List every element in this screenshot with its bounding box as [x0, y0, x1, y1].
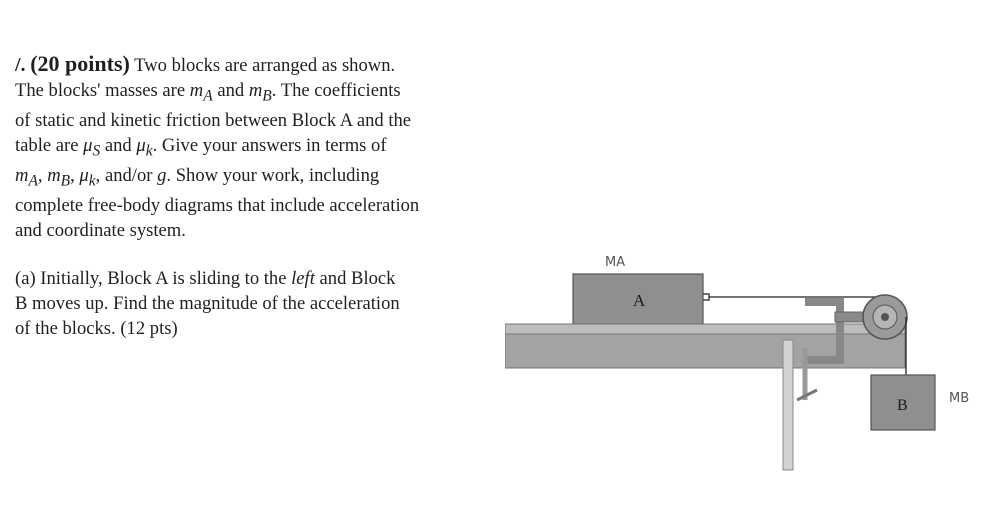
- subscript: k: [145, 142, 153, 160]
- problem-line-7: and coordinate system.: [15, 219, 186, 241]
- mass-symbol: m: [248, 79, 263, 101]
- part-a-line-1: [15, 267, 505, 292]
- problem-number: /.: [15, 54, 26, 76]
- part-a: [15, 267, 505, 341]
- table-top: [505, 324, 905, 334]
- text-seg: . Show your work, including: [166, 164, 380, 186]
- text-seg: table are: [15, 134, 84, 156]
- mass-symbol: m: [47, 164, 61, 186]
- problem-line-3: of static and kinetic friction between Block A and the: [15, 109, 412, 131]
- subscript: B: [60, 172, 71, 190]
- text-seg: and: [100, 134, 137, 156]
- text-seg: , and/or: [95, 164, 158, 186]
- problem-line-4: [15, 134, 505, 164]
- table-leg: [783, 340, 793, 470]
- problem-statement: [15, 52, 505, 341]
- mass-symbol: m: [189, 79, 204, 101]
- subscript: A: [28, 172, 38, 190]
- table-edge: [505, 334, 905, 368]
- points-label: (20 points): [30, 51, 130, 76]
- pulley-axle: [881, 313, 889, 321]
- mass-a-handwritten: MA: [605, 255, 626, 270]
- block-a-label: A: [633, 291, 646, 310]
- subscript: k: [88, 172, 96, 190]
- emphasis-left: left: [291, 268, 315, 290]
- text-seg: The blocks' masses are: [15, 79, 190, 101]
- block-a-hook: [703, 294, 709, 300]
- text-seg: ,: [70, 164, 80, 186]
- problem-line-6: complete free-body diagrams that include acceleration: [15, 195, 420, 217]
- problem-line-2: [15, 79, 505, 109]
- subscript: B: [262, 87, 272, 105]
- text-seg: . Give your answers in terms of: [152, 134, 387, 156]
- mu-symbol: μ: [79, 164, 89, 186]
- problem-line-5: [15, 164, 505, 194]
- mass-b-handwritten: MB: [949, 391, 970, 406]
- text-seg: and Block: [314, 268, 396, 290]
- subscript: A: [203, 87, 213, 105]
- text-seg: (a) Initially, Block A is sliding to the: [15, 268, 292, 290]
- part-a-line-2: B moves up. Find the magnitude of the acceleration: [15, 292, 400, 314]
- g-symbol: g: [157, 164, 167, 186]
- text-seg: and: [212, 79, 249, 101]
- mu-symbol: μ: [136, 134, 146, 156]
- mass-symbol: m: [15, 164, 29, 186]
- mu-symbol: μ: [83, 134, 93, 156]
- problem-line-1: [15, 52, 505, 79]
- problem-line-1-text: Two blocks are arranged as shown.: [134, 55, 396, 76]
- part-a-line-3: of the blocks. (12 pts): [15, 317, 178, 339]
- subscript: S: [92, 142, 101, 160]
- text-seg: . The coefficients: [271, 79, 401, 101]
- pulley-diagram: [505, 240, 985, 480]
- text-seg: ,: [37, 164, 48, 186]
- block-b-label: B: [897, 397, 908, 414]
